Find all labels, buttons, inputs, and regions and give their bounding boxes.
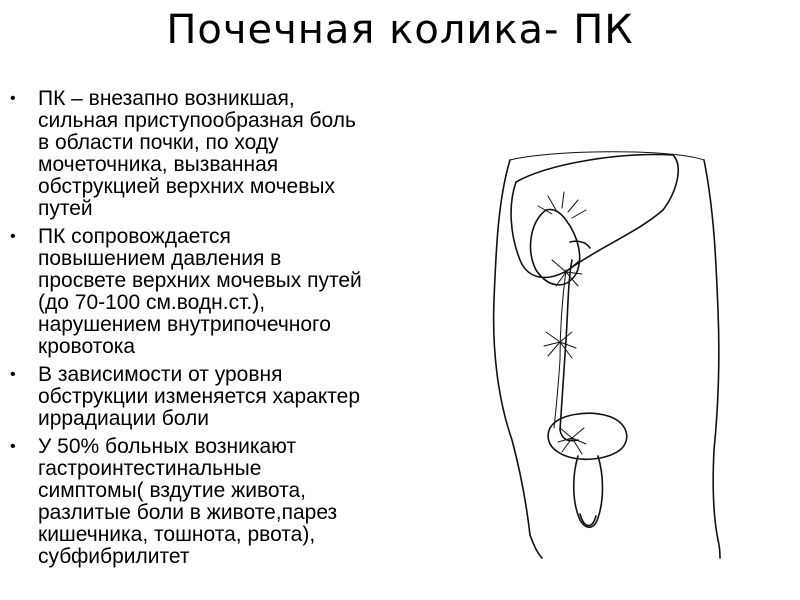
bullet-item bbox=[8, 436, 456, 568]
kidney-outline bbox=[531, 209, 580, 284]
pain-rays-kidney bbox=[538, 192, 586, 218]
urinary-tract-pain-irradiation-illustration bbox=[468, 110, 738, 560]
right-leg-outline bbox=[718, 540, 720, 558]
bullet-dot-icon: • bbox=[10, 438, 16, 455]
bullet-dot-icon: • bbox=[10, 228, 16, 245]
bullet-item bbox=[8, 88, 456, 220]
bullet-list bbox=[8, 88, 456, 574]
bullet-text: ПК – внезапно возникшая, сильная приступообразная боль в области почки, по ходу мочеточника, вызванная обструкцией верхних мочевых путей bbox=[38, 87, 356, 220]
liver-outline bbox=[511, 155, 678, 278]
bullet-dot-icon: • bbox=[10, 366, 16, 383]
bullet-item bbox=[8, 364, 456, 430]
genital-outline bbox=[574, 456, 603, 527]
bullet-text: ПК сопровождается повышением давления в просвете верхних мочевых путей (до 70-100 см.водн.ст.), нарушением внутрипочечного кровотока bbox=[38, 225, 362, 358]
bullet-item bbox=[8, 226, 456, 358]
ureter-line-2 bbox=[554, 270, 566, 428]
torso-right-outline bbox=[704, 160, 719, 540]
renal-pelvis bbox=[570, 241, 590, 248]
bullet-text: У 50% больных возникают гастроинтестинальные симптомы( вздутие живота, разлитые боли в животе,парез кишечника, тошнота, рвота), субфибрилитет bbox=[38, 435, 338, 568]
bullet-text: В зависимости от уровня обструкции изменяется характер иррадиации боли bbox=[38, 363, 361, 430]
slide-title: Почечная колика- ПК bbox=[166, 7, 634, 53]
left-leg-outline bbox=[530, 535, 542, 558]
bullet-dot-icon: • bbox=[10, 90, 16, 107]
